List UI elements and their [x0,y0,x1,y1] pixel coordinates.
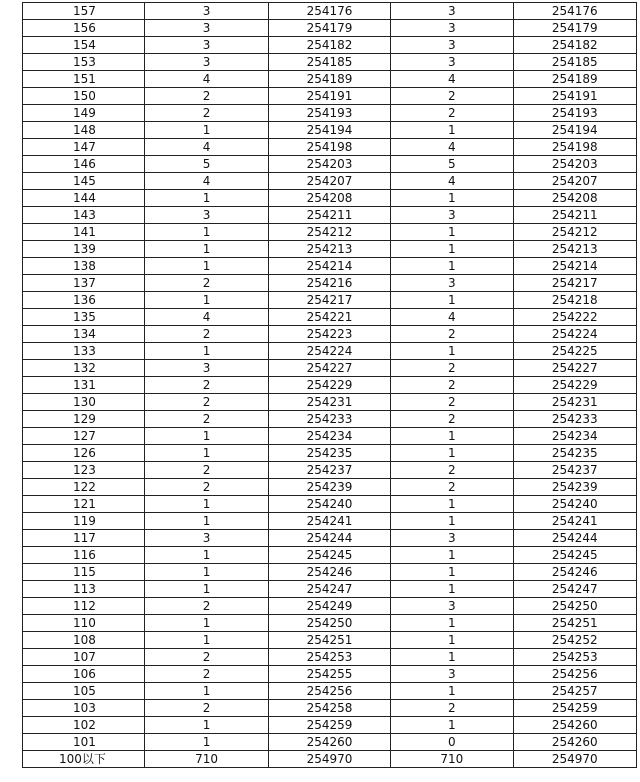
score-cell: 116 [23,547,145,564]
count-cell: 2 [145,326,268,343]
cumulative-cell-2: 254231 [513,394,636,411]
cumulative-cell: 254250 [268,615,390,632]
cumulative-cell-2: 254213 [513,241,636,258]
cumulative-cell-2: 254970 [513,751,636,768]
score-distribution-table [22,2,637,768]
cumulative-cell: 254231 [268,394,390,411]
count-cell-2: 4 [391,173,513,190]
count-cell: 1 [145,445,268,462]
table-row [23,547,637,564]
cumulative-cell: 254239 [268,479,390,496]
table-row [23,173,637,190]
cumulative-cell: 254212 [268,224,390,241]
cumulative-cell: 254211 [268,207,390,224]
count-cell: 2 [145,462,268,479]
table-row [23,445,637,462]
count-cell-2: 2 [391,394,513,411]
table-row [23,122,637,139]
count-cell: 2 [145,700,268,717]
cumulative-cell: 254234 [268,428,390,445]
cumulative-cell-2: 254260 [513,717,636,734]
count-cell: 1 [145,734,268,751]
score-cell: 101 [23,734,145,751]
score-cell: 112 [23,598,145,615]
count-cell: 3 [145,530,268,547]
table-row [23,581,637,598]
count-cell-2: 3 [391,3,513,20]
score-cell: 110 [23,615,145,632]
count-cell-2: 1 [391,581,513,598]
table-row [23,649,637,666]
score-cell: 102 [23,717,145,734]
score-cell: 108 [23,632,145,649]
cumulative-cell: 254213 [268,241,390,258]
count-cell: 3 [145,37,268,54]
cumulative-cell-2: 254257 [513,683,636,700]
table-row [23,190,637,207]
count-cell: 1 [145,343,268,360]
cumulative-cell-2: 254244 [513,530,636,547]
cumulative-cell: 254233 [268,411,390,428]
cumulative-cell-2: 254241 [513,513,636,530]
cumulative-cell: 254189 [268,71,390,88]
score-cell: 136 [23,292,145,309]
cumulative-cell-2: 254218 [513,292,636,309]
cumulative-cell: 254229 [268,377,390,394]
count-cell: 3 [145,207,268,224]
count-cell: 2 [145,666,268,683]
score-cell: 107 [23,649,145,666]
count-cell: 1 [145,717,268,734]
score-cell: 103 [23,700,145,717]
table-row [23,156,637,173]
score-cell: 154 [23,37,145,54]
table-row [23,751,637,768]
cumulative-cell: 254237 [268,462,390,479]
count-cell-2: 3 [391,20,513,37]
table-row [23,71,637,88]
cumulative-cell: 254182 [268,37,390,54]
score-cell: 148 [23,122,145,139]
table-row [23,734,637,751]
score-cell: 157 [23,3,145,20]
count-cell-2: 5 [391,156,513,173]
count-cell: 4 [145,71,268,88]
table-row [23,717,637,734]
cumulative-cell: 254227 [268,360,390,377]
count-cell: 3 [145,20,268,37]
cumulative-cell-2: 254217 [513,275,636,292]
count-cell-2: 3 [391,207,513,224]
score-cell: 115 [23,564,145,581]
table-row [23,224,637,241]
cumulative-cell: 254194 [268,122,390,139]
table-row [23,360,637,377]
count-cell: 1 [145,513,268,530]
count-cell-2: 2 [391,360,513,377]
score-cell: 117 [23,530,145,547]
table-row [23,343,637,360]
table-row [23,326,637,343]
table-row [23,496,637,513]
cumulative-cell: 254193 [268,105,390,122]
cumulative-cell-2: 254247 [513,581,636,598]
score-cell: 126 [23,445,145,462]
table-row [23,241,637,258]
count-cell-2: 4 [391,309,513,326]
cumulative-cell: 254191 [268,88,390,105]
count-cell: 4 [145,173,268,190]
cumulative-cell-2: 254208 [513,190,636,207]
table-row [23,700,637,717]
score-cell: 153 [23,54,145,71]
count-cell-2: 3 [391,54,513,71]
table-row [23,462,637,479]
score-cell: 113 [23,581,145,598]
cumulative-cell: 254176 [268,3,390,20]
score-cell: 129 [23,411,145,428]
count-cell-2: 1 [391,122,513,139]
cumulative-cell: 254244 [268,530,390,547]
score-cell: 156 [23,20,145,37]
count-cell-2: 1 [391,343,513,360]
table-row [23,632,637,649]
table-row [23,292,637,309]
cumulative-cell-2: 254191 [513,88,636,105]
count-cell: 1 [145,564,268,581]
count-cell-2: 2 [391,411,513,428]
table-row [23,513,637,530]
cumulative-cell-2: 254237 [513,462,636,479]
cumulative-cell: 254251 [268,632,390,649]
count-cell: 1 [145,224,268,241]
cumulative-cell-2: 254194 [513,122,636,139]
count-cell: 3 [145,3,268,20]
cumulative-cell-2: 254233 [513,411,636,428]
cumulative-cell: 254258 [268,700,390,717]
count-cell-2: 710 [391,751,513,768]
count-cell: 1 [145,428,268,445]
score-cell: 145 [23,173,145,190]
table-row [23,428,637,445]
score-cell: 135 [23,309,145,326]
table-row [23,20,637,37]
table-row [23,3,637,20]
count-cell-2: 1 [391,428,513,445]
count-cell: 1 [145,258,268,275]
cumulative-cell-2: 254251 [513,615,636,632]
cumulative-cell-2: 254198 [513,139,636,156]
table-row [23,309,637,326]
table-row [23,207,637,224]
cumulative-cell-2: 254229 [513,377,636,394]
score-cell: 138 [23,258,145,275]
cumulative-cell: 254224 [268,343,390,360]
cumulative-cell: 254260 [268,734,390,751]
table-row [23,666,637,683]
count-cell: 2 [145,479,268,496]
score-cell: 139 [23,241,145,258]
cumulative-cell-2: 254212 [513,224,636,241]
count-cell: 710 [145,751,268,768]
cumulative-cell: 254214 [268,258,390,275]
score-cell: 150 [23,88,145,105]
table-row [23,394,637,411]
cumulative-cell-2: 254182 [513,37,636,54]
count-cell: 2 [145,411,268,428]
count-cell-2: 1 [391,632,513,649]
cumulative-cell: 254255 [268,666,390,683]
count-cell-2: 2 [391,326,513,343]
count-cell-2: 1 [391,445,513,462]
cumulative-cell: 254246 [268,564,390,581]
cumulative-cell-2: 254227 [513,360,636,377]
score-cell: 141 [23,224,145,241]
cumulative-cell: 254221 [268,309,390,326]
count-cell: 2 [145,377,268,394]
count-cell: 3 [145,360,268,377]
cumulative-cell-2: 254179 [513,20,636,37]
cumulative-cell-2: 254246 [513,564,636,581]
cumulative-cell: 254207 [268,173,390,190]
table-row [23,564,637,581]
cumulative-cell-2: 254222 [513,309,636,326]
count-cell: 1 [145,683,268,700]
count-cell-2: 2 [391,700,513,717]
count-cell-2: 3 [391,598,513,615]
cumulative-cell-2: 254203 [513,156,636,173]
cumulative-cell: 254247 [268,581,390,598]
table-row [23,683,637,700]
cumulative-cell-2: 254189 [513,71,636,88]
cumulative-cell-2: 254176 [513,3,636,20]
count-cell-2: 4 [391,71,513,88]
table-row [23,411,637,428]
table-row [23,530,637,547]
score-cell: 151 [23,71,145,88]
count-cell-2: 1 [391,683,513,700]
count-cell-2: 3 [391,275,513,292]
score-cell: 144 [23,190,145,207]
count-cell-2: 2 [391,88,513,105]
cumulative-cell: 254208 [268,190,390,207]
cumulative-cell: 254179 [268,20,390,37]
count-cell-2: 1 [391,496,513,513]
count-cell-2: 3 [391,530,513,547]
score-cell: 133 [23,343,145,360]
score-cell: 134 [23,326,145,343]
count-cell: 2 [145,105,268,122]
count-cell: 2 [145,275,268,292]
count-cell-2: 1 [391,224,513,241]
score-cell: 105 [23,683,145,700]
cumulative-cell: 254245 [268,547,390,564]
cumulative-cell: 254203 [268,156,390,173]
count-cell-2: 2 [391,462,513,479]
score-cell: 122 [23,479,145,496]
count-cell-2: 1 [391,241,513,258]
count-cell-2: 1 [391,717,513,734]
count-cell: 1 [145,615,268,632]
cumulative-cell: 254217 [268,292,390,309]
cumulative-cell: 254223 [268,326,390,343]
count-cell-2: 3 [391,666,513,683]
score-cell: 100以下 [23,751,145,768]
count-cell-2: 2 [391,377,513,394]
cumulative-cell-2: 254225 [513,343,636,360]
cumulative-cell: 254249 [268,598,390,615]
cumulative-cell-2: 254193 [513,105,636,122]
count-cell: 1 [145,241,268,258]
cumulative-cell-2: 254239 [513,479,636,496]
count-cell: 1 [145,292,268,309]
score-cell: 130 [23,394,145,411]
cumulative-cell-2: 254211 [513,207,636,224]
count-cell-2: 1 [391,258,513,275]
count-cell-2: 1 [391,615,513,632]
table-row [23,377,637,394]
cumulative-cell-2: 254256 [513,666,636,683]
cumulative-cell-2: 254207 [513,173,636,190]
table-row [23,258,637,275]
count-cell-2: 1 [391,190,513,207]
count-cell: 2 [145,88,268,105]
table-row [23,275,637,292]
cumulative-cell-2: 254224 [513,326,636,343]
count-cell: 2 [145,394,268,411]
cumulative-cell-2: 254253 [513,649,636,666]
count-cell-2: 4 [391,139,513,156]
score-cell: 123 [23,462,145,479]
cumulative-cell-2: 254260 [513,734,636,751]
score-cell: 121 [23,496,145,513]
score-cell: 127 [23,428,145,445]
count-cell: 3 [145,54,268,71]
score-cell: 106 [23,666,145,683]
count-cell-2: 1 [391,564,513,581]
cumulative-cell: 254253 [268,649,390,666]
count-cell: 5 [145,156,268,173]
count-cell: 2 [145,649,268,666]
cumulative-cell: 254185 [268,54,390,71]
count-cell-2: 0 [391,734,513,751]
count-cell: 2 [145,598,268,615]
count-cell: 1 [145,122,268,139]
table-row [23,105,637,122]
score-cell: 143 [23,207,145,224]
count-cell: 1 [145,496,268,513]
table-row [23,139,637,156]
cumulative-cell: 254256 [268,683,390,700]
cumulative-cell-2: 254240 [513,496,636,513]
count-cell-2: 1 [391,547,513,564]
count-cell-2: 2 [391,105,513,122]
score-cell: 131 [23,377,145,394]
count-cell: 1 [145,581,268,598]
score-cell: 147 [23,139,145,156]
cumulative-cell-2: 254245 [513,547,636,564]
cumulative-cell-2: 254185 [513,54,636,71]
score-cell: 137 [23,275,145,292]
table-row [23,37,637,54]
count-cell: 4 [145,139,268,156]
count-cell: 1 [145,190,268,207]
cumulative-cell: 254259 [268,717,390,734]
cumulative-cell-2: 254234 [513,428,636,445]
count-cell-2: 2 [391,479,513,496]
count-cell: 4 [145,309,268,326]
count-cell: 1 [145,632,268,649]
score-cell: 119 [23,513,145,530]
count-cell-2: 3 [391,37,513,54]
table-body [23,3,637,768]
count-cell-2: 1 [391,292,513,309]
score-cell: 132 [23,360,145,377]
cumulative-cell: 254240 [268,496,390,513]
cumulative-cell-2: 254214 [513,258,636,275]
score-cell: 146 [23,156,145,173]
cumulative-cell-2: 254250 [513,598,636,615]
score-cell: 149 [23,105,145,122]
cumulative-cell: 254216 [268,275,390,292]
count-cell-2: 1 [391,649,513,666]
cumulative-cell: 254970 [268,751,390,768]
table-row [23,88,637,105]
cumulative-cell: 254241 [268,513,390,530]
table-row [23,479,637,496]
cumulative-cell: 254198 [268,139,390,156]
count-cell: 1 [145,547,268,564]
cumulative-cell: 254235 [268,445,390,462]
cumulative-cell-2: 254235 [513,445,636,462]
count-cell-2: 1 [391,513,513,530]
cumulative-cell-2: 254252 [513,632,636,649]
table-row [23,615,637,632]
table-row [23,598,637,615]
table-row [23,54,637,71]
cumulative-cell-2: 254259 [513,700,636,717]
